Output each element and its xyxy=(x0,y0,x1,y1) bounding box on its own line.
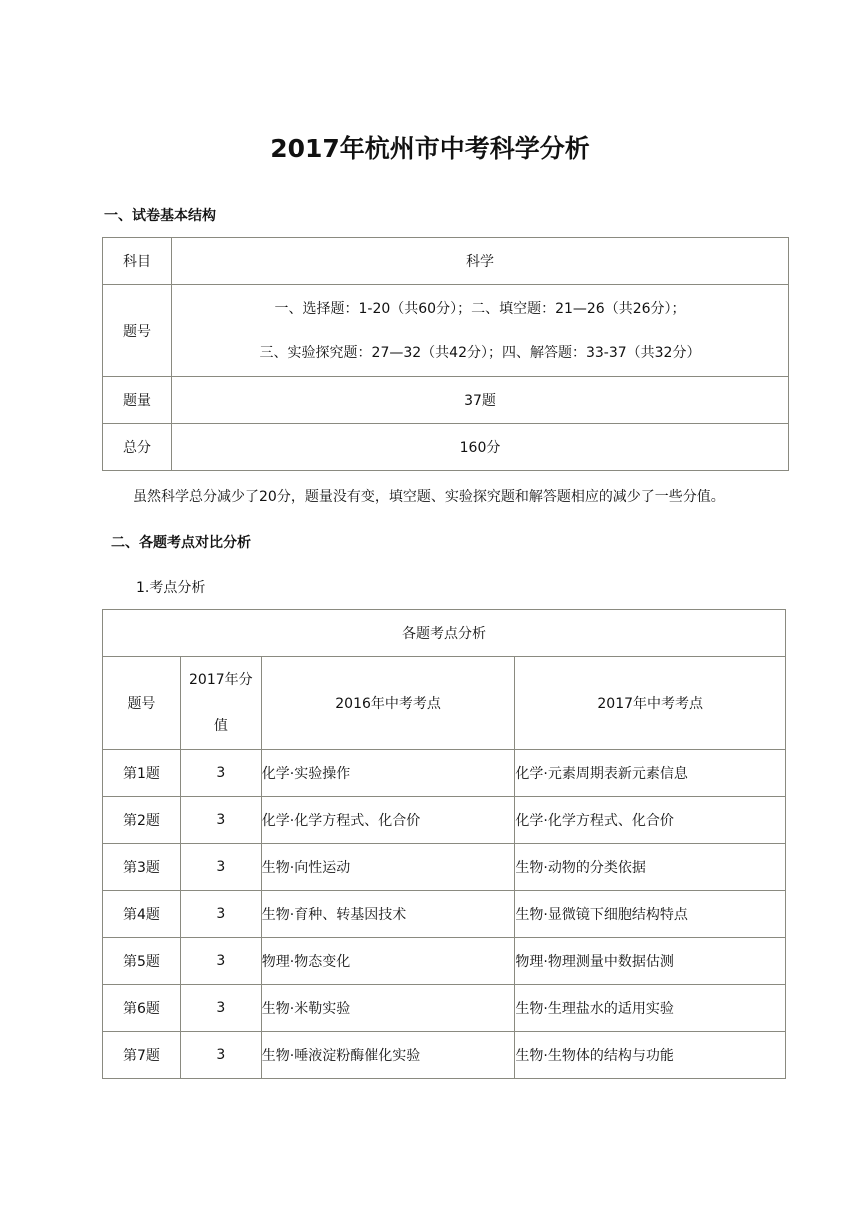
row-number: 第5题 xyxy=(103,938,181,985)
row-score: 3 xyxy=(180,1032,261,1079)
row-score: 3 xyxy=(180,891,261,938)
row-points-2017: 生物·生理盐水的适用实验 xyxy=(515,985,786,1032)
row-points-2016: 生物·向性运动 xyxy=(261,844,515,891)
table-caption: 各题考点分析 xyxy=(103,610,786,657)
question-line: 一、选择题：1-20（共60分）；二、填空题：21—26（共26分）； xyxy=(274,300,686,317)
total-label: 总分 xyxy=(103,424,172,471)
row-number: 第6题 xyxy=(103,985,181,1032)
row-points-2017: 生物·动物的分类依据 xyxy=(515,844,786,891)
count-value: 37题 xyxy=(172,377,789,424)
total-value: 160分 xyxy=(172,424,789,471)
row-points-2016: 生物·米勒实验 xyxy=(261,985,515,1032)
row-points-2016: 物理·物态变化 xyxy=(261,938,515,985)
row-points-2017: 生物·生物体的结构与功能 xyxy=(515,1032,786,1079)
table-row xyxy=(103,938,786,985)
row-score: 3 xyxy=(180,844,261,891)
row-number: 第1题 xyxy=(103,750,181,797)
analysis-table xyxy=(102,609,786,1079)
question-label: 题号 xyxy=(103,285,172,377)
row-score: 3 xyxy=(180,750,261,797)
header-score xyxy=(180,657,261,750)
section-heading-analysis: 二、各题考点对比分析 xyxy=(111,535,251,551)
sub-heading: 1.考点分析 xyxy=(136,580,206,596)
row-number: 第3题 xyxy=(103,844,181,891)
table-row xyxy=(103,750,786,797)
page-title: 2017年杭州市中考科学分析 xyxy=(270,134,590,163)
row-points-2017: 物理·物理测量中数据估测 xyxy=(515,938,786,985)
row-points-2016: 生物·唾液淀粉酶催化实验 xyxy=(261,1032,515,1079)
table-row xyxy=(103,377,789,424)
table-row xyxy=(103,285,789,377)
header-score-line: 2017年分 xyxy=(189,672,253,688)
header-number: 题号 xyxy=(103,657,181,750)
row-points-2017: 化学·元素周期表新元素信息 xyxy=(515,750,786,797)
header-points-2016: 2016年中考考点 xyxy=(261,657,515,750)
table-row xyxy=(103,1032,786,1079)
row-points-2016: 化学·实验操作 xyxy=(261,750,515,797)
table-row xyxy=(103,424,789,471)
row-score: 3 xyxy=(180,797,261,844)
header-score-line: 值 xyxy=(213,718,228,734)
subject-value: 科学 xyxy=(172,238,789,285)
header-points-2017: 2017年中考考点 xyxy=(515,657,786,750)
row-points-2016: 化学·化学方程式、化合价 xyxy=(261,797,515,844)
table-caption-row xyxy=(103,610,786,657)
question-line: 三、实验探究题：27—32（共42分）；四、解答题：33-37（共32分） xyxy=(259,344,701,361)
table-row xyxy=(103,797,786,844)
table-row xyxy=(103,844,786,891)
row-points-2017: 化学·化学方程式、化合价 xyxy=(515,797,786,844)
row-score: 3 xyxy=(180,938,261,985)
row-score: 3 xyxy=(180,985,261,1032)
table-row xyxy=(103,238,789,285)
row-points-2016: 生物·育种、转基因技术 xyxy=(261,891,515,938)
table-row xyxy=(103,891,786,938)
row-number: 第7题 xyxy=(103,1032,181,1079)
count-label: 题量 xyxy=(103,377,172,424)
table-row xyxy=(103,985,786,1032)
question-value xyxy=(172,285,789,377)
row-number: 第4题 xyxy=(103,891,181,938)
row-number: 第2题 xyxy=(103,797,181,844)
structure-table xyxy=(102,237,789,471)
section-heading-structure: 一、试卷基本结构 xyxy=(104,208,216,224)
row-points-2017: 生物·显微镜下细胞结构特点 xyxy=(515,891,786,938)
summary-paragraph: 虽然科学总分减少了20分，题量没有变，填空题、实验探究题和解答题相应的减少了一些分值。 xyxy=(133,489,725,505)
subject-label: 科目 xyxy=(103,238,172,285)
table-header-row xyxy=(103,657,786,750)
